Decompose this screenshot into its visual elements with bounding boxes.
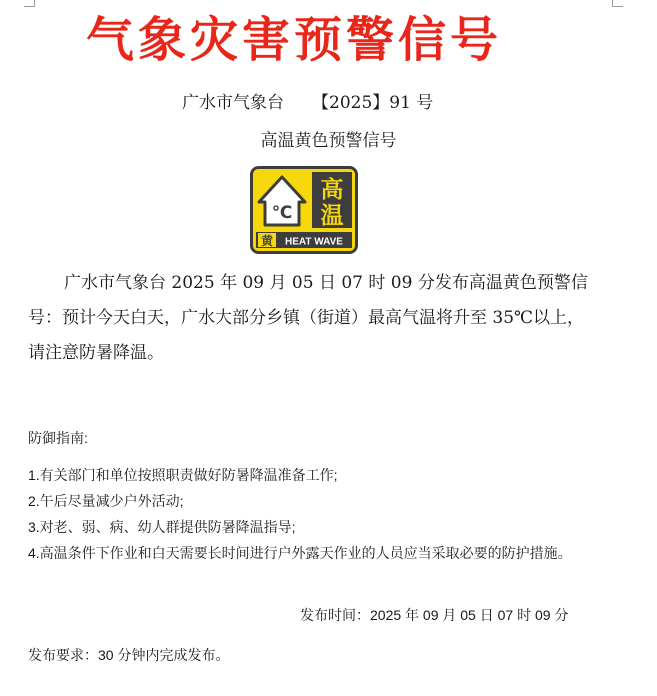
publish-requirement: 发布要求：30 分钟内完成发布。 (28, 647, 230, 663)
document-number: 【2025】91 号 (312, 93, 434, 113)
issuer-name: 广水市气象台 (182, 93, 284, 113)
signal-name: 高温黄色预警信号 (260, 131, 397, 151)
category-char-2: 温 (320, 203, 344, 229)
publish-time: 发布时间：2025 年 09 月 05 日 07 时 09 分 (300, 607, 569, 623)
document-title: 气象灾害预警信号 (86, 12, 503, 68)
guideline-item: 2.午后尽量减少户外活动; (28, 493, 184, 509)
guideline-item: 4.高温条件下作业和白天需要长时间进行户外露天作业的人员应当采取必要的防护措施。 (28, 545, 572, 561)
heat-wave-label: HEAT WAVE (285, 236, 343, 248)
page-corner-mark-right (612, 0, 623, 7)
warning-level-char: 黄 (260, 234, 274, 248)
guideline-item: 1.有关部门和单位按照职责做好防暑降温准备工作; (28, 467, 338, 483)
guidelines-heading: 防御指南: (28, 430, 88, 446)
issuer-line (182, 90, 433, 116)
category-char-1: 高 (320, 177, 344, 203)
warning-body-paragraph: 广水市气象台 2025 年 09 月 05 日 07 时 09 分发布高温黄色预警信号：预计今天白天，广水大部分乡镇（街道）最高气温将升至 35℃以上，请注意防暑降温。 (28, 273, 588, 363)
heat-wave-yellow-warning-icon (250, 166, 358, 254)
temperature-symbol: ℃ (271, 203, 293, 223)
page-corner-mark-left (24, 0, 35, 7)
guidelines-list (28, 462, 598, 566)
guideline-item: 3.对老、弱、病、幼人群提供防暑降温指导; (28, 519, 296, 535)
